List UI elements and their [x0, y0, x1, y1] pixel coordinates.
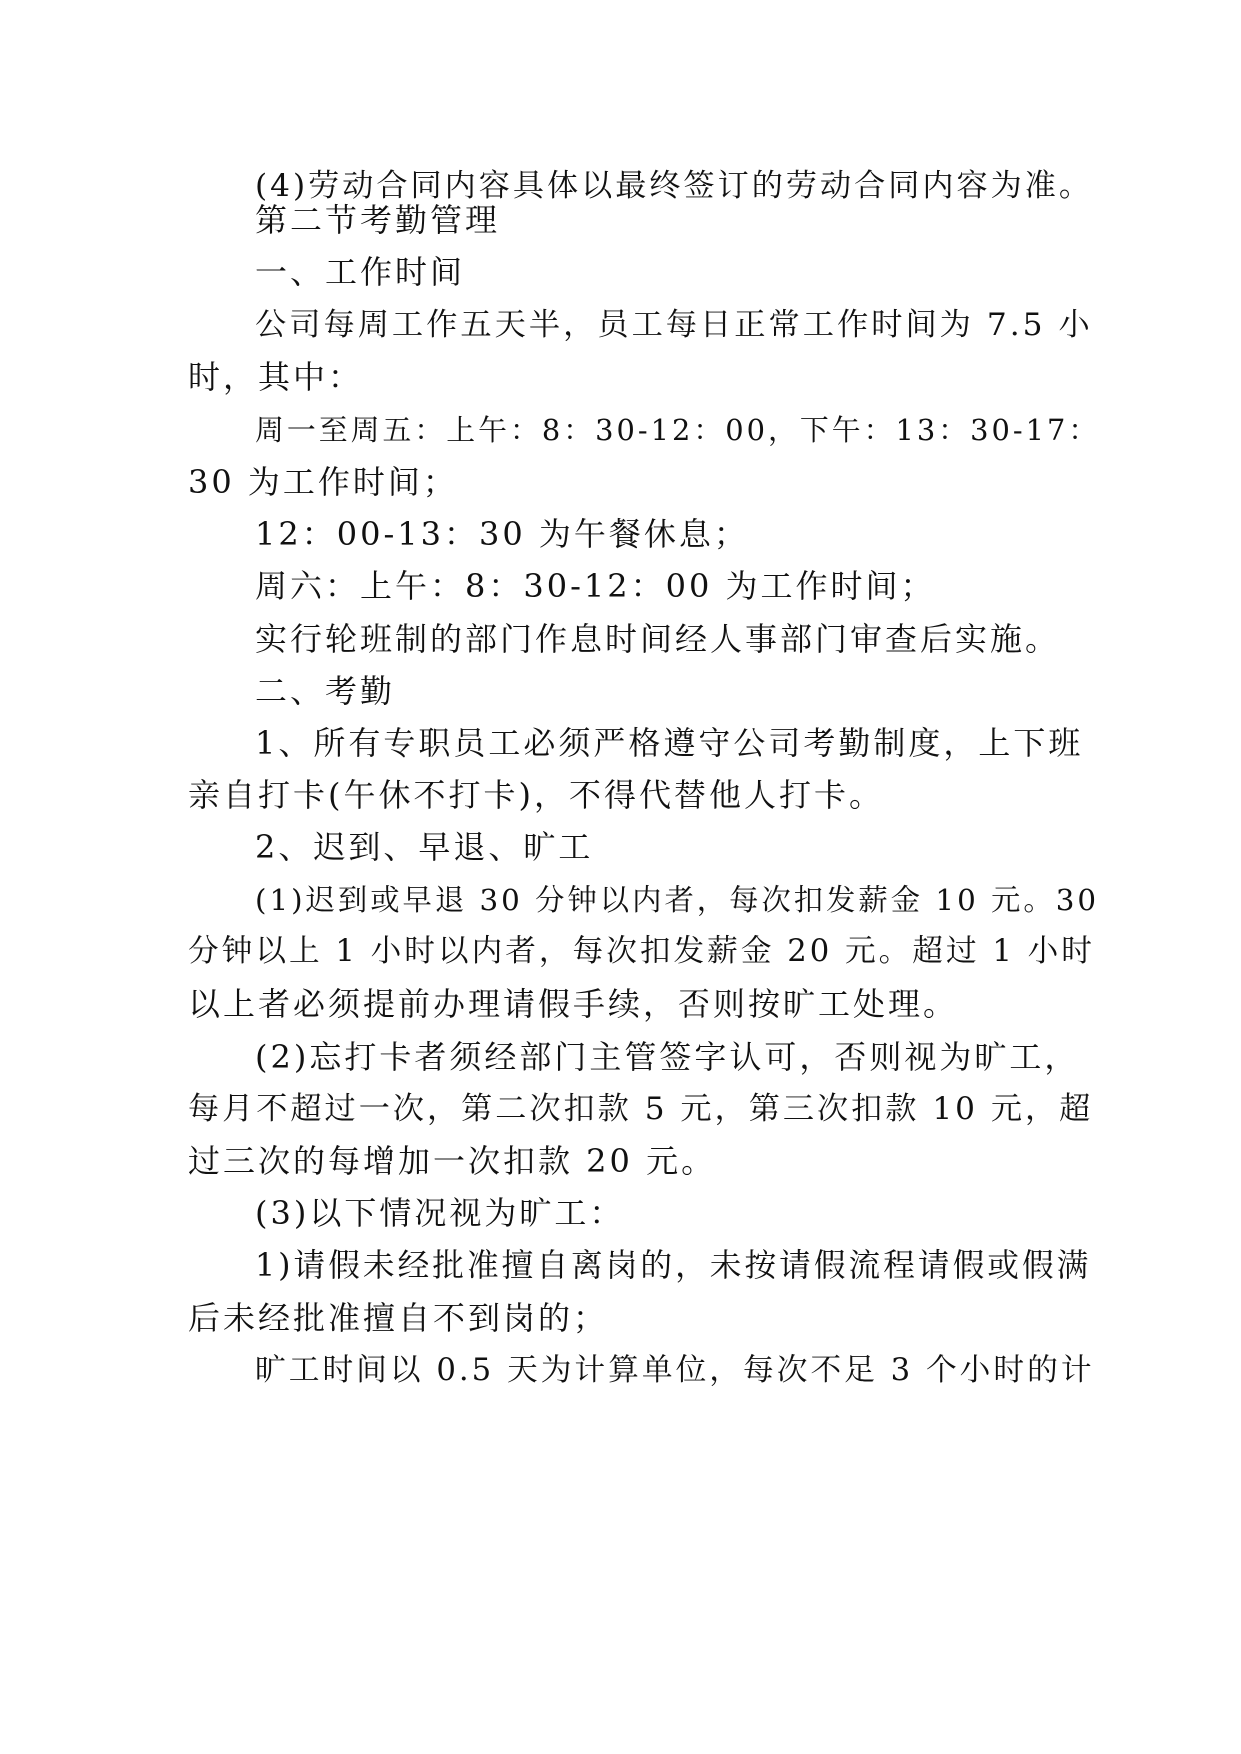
text-line: 1)请假未经批准擅自离岗的，未按请假流程请假或假满: [255, 1248, 1092, 1284]
text-line: 实行轮班制的部门作息时间经人事部门审查后实施。: [255, 620, 1061, 658]
text-line: (3)以下情况视为旷工：: [255, 1194, 625, 1232]
text-line: (4)劳动合同内容具体以最终签订的劳动合同内容为准。: [255, 168, 1093, 204]
text-line: 1、所有专职员工必须严格遵守公司考勤制度，上下班: [255, 724, 1084, 762]
text-line: 30 为工作时间；: [188, 463, 458, 501]
text-line: 后未经批准擅自不到岗的；: [188, 1299, 609, 1337]
text-line: 公司每周工作五天半，员工每日正常工作时间为 7.5 小: [255, 307, 1093, 343]
text-line: 周六：上午：8：30-12：00 为工作时间；: [255, 567, 936, 605]
text-line: 亲自打卡(午休不打卡)，不得代替他人打卡。: [188, 776, 884, 814]
text-line: 以上者必须提前办理请假手续，否则按旷工处理。: [188, 985, 959, 1023]
text-line: 时，其中：: [188, 358, 364, 396]
text-line: 周一至周五：上午：8：30-12：00，下午：13：30-17：: [255, 413, 1101, 447]
text-line: 2、迟到、早退、旷工: [255, 828, 594, 866]
text-line: 12：00-13：30 为午餐休息；: [255, 515, 749, 553]
text-line: 分钟以上 1 小时以内者，每次扣发薪金 20 元。超过 1 小时: [188, 934, 1095, 969]
text-line: 旷工时间以 0.5 天为计算单位，每次不足 3 个小时的计: [255, 1352, 1095, 1388]
text-line: 每月不超过一次，第二次扣款 5 元，第三次扣款 10 元，超: [188, 1091, 1094, 1127]
section-heading: 第二节考勤管理: [255, 201, 501, 239]
text-line: 过三次的每增加一次扣款 20 元。: [188, 1142, 717, 1180]
subsection-heading: 一、工作时间: [255, 253, 466, 291]
text-line: (1)迟到或早退 30 分钟以内者，每次扣发薪金 10 元。30: [255, 883, 1100, 917]
subsection-heading: 二、考勤: [255, 672, 396, 710]
text-line: (2)忘打卡者须经部门主管签字认可，否则视为旷工，: [255, 1038, 1080, 1076]
